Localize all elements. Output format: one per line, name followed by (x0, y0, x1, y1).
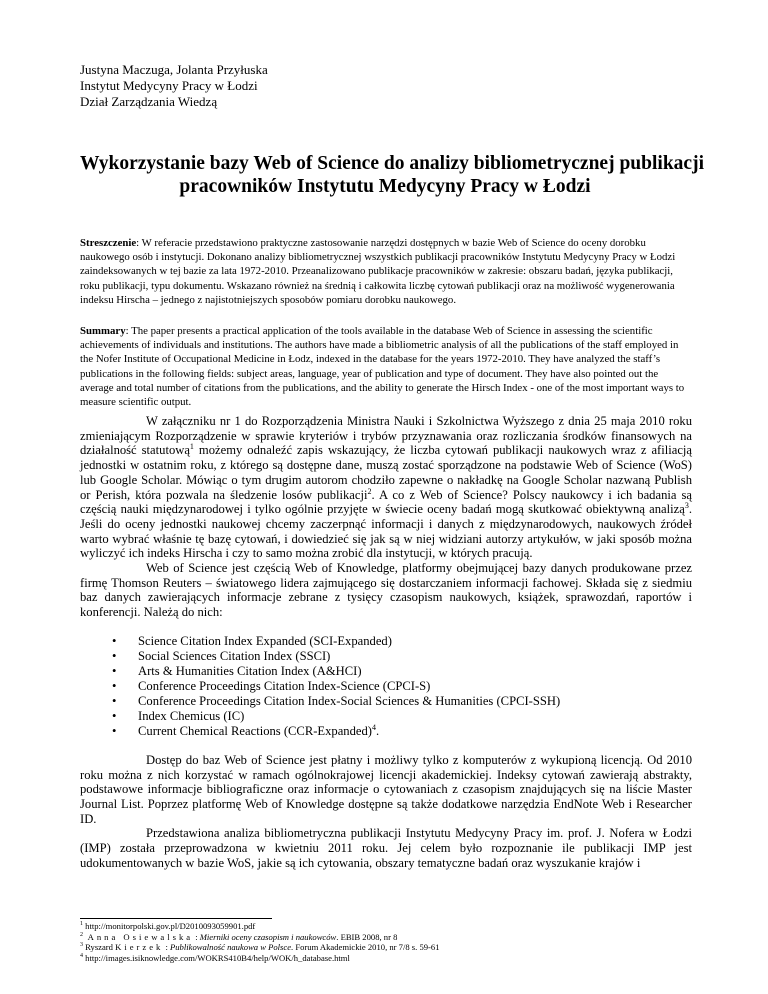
list-item (112, 634, 692, 649)
paper-title (80, 152, 704, 198)
list-item (112, 694, 692, 709)
abstract-english-label: Summary (80, 325, 126, 337)
list-item-end: . (375, 723, 380, 738)
footnote-3-author-first: Ryszard (83, 942, 116, 953)
list-item-text: Current Chemical Reactions (CCR-Expanded) (138, 723, 372, 738)
paragraph-1-part-c: . A co z Web of Science? Polscy naukowcy i ich badania są częścią nauki międzynarodowej i tylko ogólnie przyjęte w świecie oceny badań mogą skutkować obiektywną analizą (80, 487, 692, 517)
abstract-polish-label: Streszczenie (80, 237, 137, 249)
bullet-icon: • (112, 648, 117, 663)
paper-title-line-1: Wykorzystanie bazy Web of Science do analizy bibliometrycznej publikacji (80, 153, 704, 174)
footnote-1-link[interactable]: http://monitorpolski.gov.pl/D2010093059901.pdf (83, 921, 256, 931)
paragraph-3: Dostęp do baz Web of Science jest płatny i możliwy tylko z komputerów z wykupioną licencją. Od 2010 roku można z nich korzystać w ramach ogólnokrajowej licencji akademickiej. Indeksy cytowań zawierają abstrakty, podstawowe informacje bibliograficzne oraz informacje o cytowaniach z czasopism znajdujących się na liście Master Journal List. Poprzez platformę Web of Knowledge dostępne są także dodatkowe narzędzia EndNote Web i Researcher ID. (80, 752, 692, 826)
paragraph-4: Przedstawiona analiza bibliometryczna publikacji Instytutu Medycyny Pracy im. prof. J. Nofera w Łodzi (IMP) została przeprowadzona w kwietniu 2011 roku. Jej celem było rozpoznanie ile publikacji IMP jest udokumentowanych w bazie WoS, jakie są ich cytowania, obszary tematyczne badań oraz wyszukanie krajów i (80, 826, 692, 870)
list-item-text: Science Citation Index Expanded (SCI-Expanded) (138, 633, 392, 648)
paragraph-1-part-b: możemy odnaleźć zapis wskazujący, że liczba cytowań publikacji naukowych wraz z afiliacją jednostki w ostatnim roku, z którego są dostępne dane, muszą zostać sporządzone na podstawie Web of Science (WoS) lub Google Scholar. Mówiąc o tym drugim autorom chodziło zapewne o nakładkę na Google Scholar nazwaną Publish or Perish, która pozwala na śledzenie losów publikacji (80, 443, 692, 502)
bullet-icon: • (112, 678, 117, 693)
database-list (80, 634, 692, 739)
list-item-text: Social Sciences Citation Index (SSCI) (138, 648, 331, 663)
footnote-2 (80, 932, 700, 943)
footnote-ref-3: 3 (684, 501, 689, 511)
footnote-3-rest: . Forum Akademickie 2010, nr 7/8 s. 59-61 (291, 942, 440, 953)
paragraph-1-part-d: . Jeśli do oceny jednostki naukowej chcemy zaczerpnąć informacji i danych z międzynarodowych, naukowych źródeł warto wybrać właśnie tę bazę cytowań, i dowiedzieć się jak są w niej widziani autorzy artykułów, w jaki sposób można wyliczyć ich indeks Hirscha i czy to samo można zrobić dla instytucji, w których pracują. (80, 502, 692, 561)
footnote-3-title: Publikowalność naukowa w Polsce (170, 942, 292, 953)
footnote-2-title: Mierniki oceny czasopism i naukowców (199, 931, 337, 942)
paragraph-2: Web of Science jest częścią Web of Knowledge, platformy obejmującej bazy danych produkowane przez firmę Thomson Reuters – światowego lidera zajmującego się dostarczaniem informacji fachowej. Składa się z siedmiu baz danych zawierających informacje zebrane z tysięcy czasopism naukowych, książek, sprawozdań, raportów i konferencji. Należą do nich: (80, 561, 692, 620)
paragraph-1-part-a: W załączniku nr 1 do Rozporządzenia Ministra Nauki i Szkolnictwa Wyższego z dnia 25 maja 2010 roku zmieniającym Rozporządzenie w sprawie kryteriów i trybów przyznawania oraz rozliczania środków finansowych na działalność statutową (80, 414, 692, 458)
footnotes (80, 921, 700, 963)
list-item (112, 664, 692, 679)
author-names: Justyna Maczuga, Jolanta Przyłuska (80, 62, 268, 77)
list-item (112, 679, 692, 694)
list-item (112, 709, 692, 724)
list-item-text: Index Chemicus (IC) (138, 708, 245, 723)
footnote-3-colon: : (163, 942, 171, 953)
footnote-1-number: 1 (80, 921, 83, 928)
list-item-text: Arts & Humanities Citation Index (A&HCI) (138, 663, 362, 678)
author-department: Dział Zarządzania Wiedzą (80, 94, 218, 109)
footnote-2-colon: : (193, 931, 200, 942)
footnote-3 (80, 942, 700, 953)
footnote-4 (80, 953, 700, 964)
bullet-icon: • (112, 663, 117, 678)
author-institute: Instytut Medycyny Pracy w Łodzi (80, 78, 258, 93)
body-text (80, 414, 692, 870)
list-item (112, 649, 692, 664)
footnote-3-number: 3 (80, 942, 83, 949)
list-item-text: Conference Proceedings Citation Index-Science (CPCI-S) (138, 678, 431, 693)
bullet-icon: • (112, 633, 117, 648)
paper-title-line-2: pracowników Instytutu Medycyny Pracy w Łodzi (179, 176, 591, 197)
footnote-4-link[interactable]: http://images.isiknowledge.com/WOKRS410B4/help/WOK/h_database.html (83, 952, 350, 963)
footnote-divider (80, 918, 272, 919)
list-item (112, 724, 692, 739)
footnote-ref-4: 4 (371, 722, 376, 732)
footnote-1 (80, 921, 700, 932)
bullet-icon: • (112, 723, 117, 738)
footnote-3-author-last: Kierzek (115, 942, 164, 953)
abstract-english-text: : The paper presents a practical application of the tools available in the database Web of Science in assessing the scientific achievements of individuals and institutions. The authors have made a bibliometric analysis of all the publications of the staff employed in the Nofer Institute of Occupational Medicine in Łodz, indexed in the database for the years 1972-2010. They have analyzed the staff’s publications in the following fields: subject areas, language, year of publication and type of document. They have also pointed out the average and total number of citations from the publications, and the ability to generate the Hirsch Index - one of the most important ways to measure scientific output. (80, 325, 685, 409)
abstract-polish (80, 236, 690, 307)
paragraph-1 (80, 414, 692, 561)
bullet-icon: • (112, 693, 117, 708)
footnote-2-author: Anna Osiewalska (83, 931, 194, 942)
footnote-4-number: 4 (80, 952, 83, 959)
footnote-2-rest: . EBIB 2008, nr 8 (336, 931, 398, 942)
bullet-icon: • (112, 708, 117, 723)
abstract-polish-text: : W referacie przedstawiono praktyczne zastosowanie narzędzi dostępnych w bazie Web of Science do oceny dorobku naukowego osób i instytucji. Dokonano analizy bibliometrycznej wszystkich publikacji pracowników Instytutu Medycyny Pracy w Łodzi zaindeksowanych w tej bazie za lata 1972-2010. Przeanalizowano publikacje pracowników w zakresie: obszaru badań, języka publikacji, roku publikacji, typu dokumentu. Wskazano również na średnią i całkowita liczbę cytowań publikacji oraz na możliwość wygenerowania indeksu Hirscha – jednego z najistotniejszych sposobów pomiaru dorobku naukowego. (80, 237, 676, 306)
list-item-text: Conference Proceedings Citation Index-Social Sciences & Humanities (CPCI-SSH) (138, 693, 561, 708)
footnote-ref-1: 1 (189, 442, 194, 452)
author-block (80, 62, 268, 110)
footnote-ref-2: 2 (367, 486, 372, 496)
abstract-english (80, 324, 690, 409)
footnote-2-number: 2 (80, 931, 83, 938)
